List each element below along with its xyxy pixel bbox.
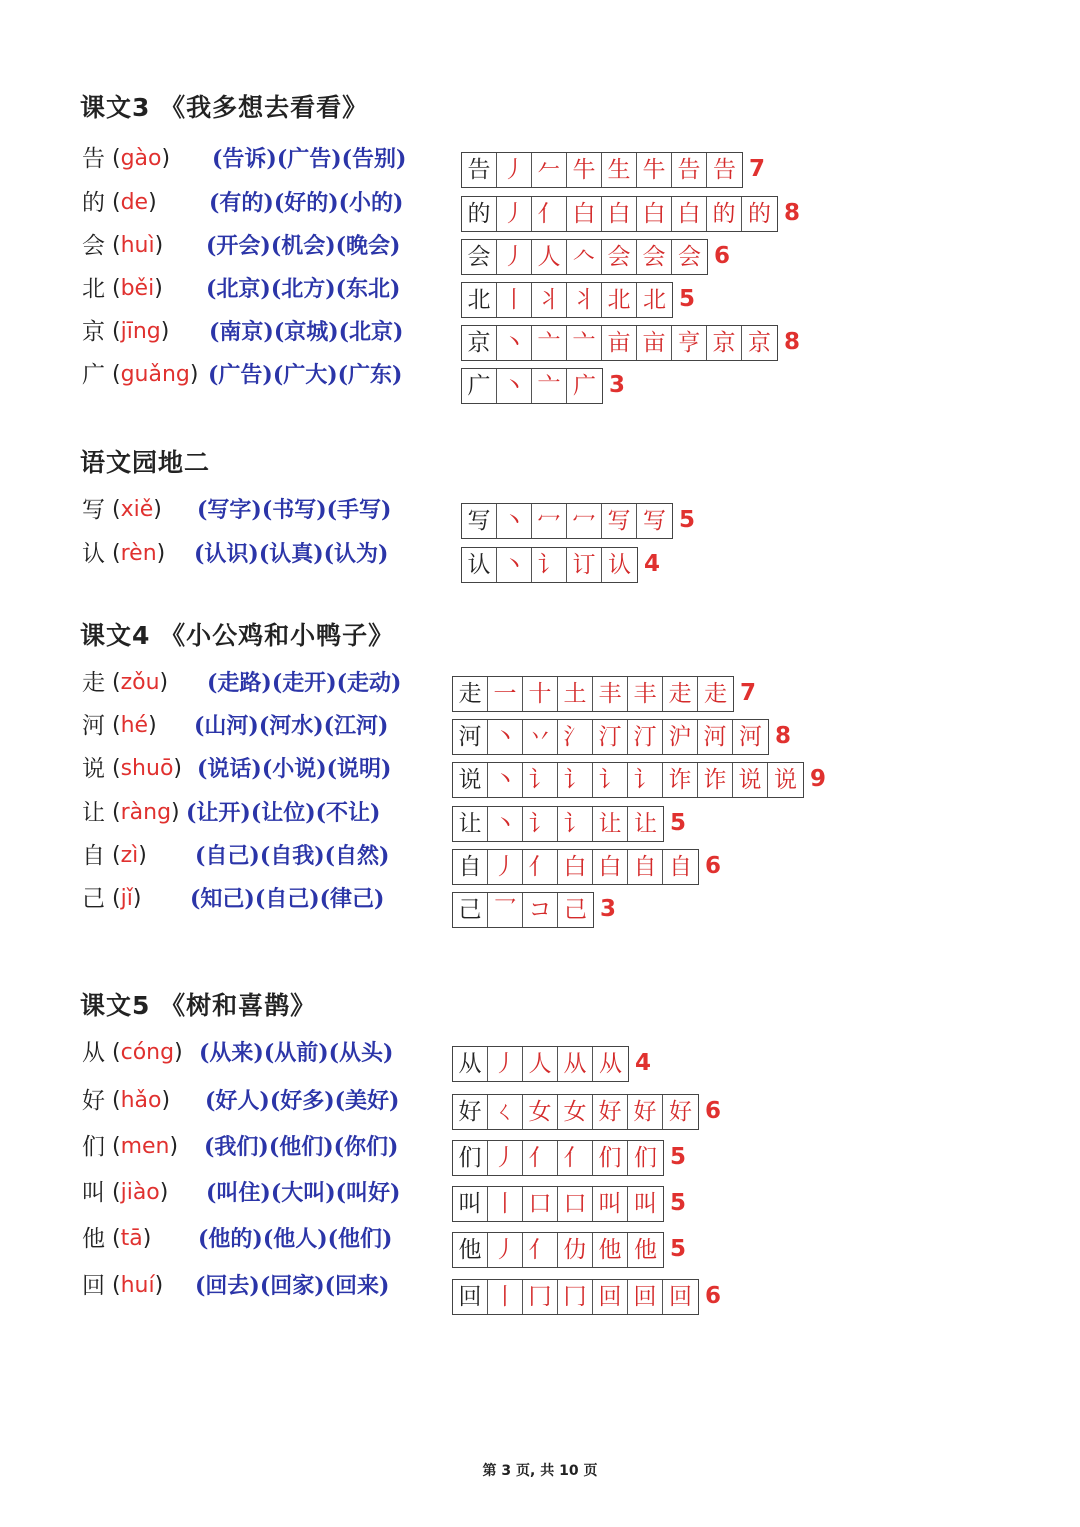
stroke-count: 7: [740, 680, 757, 706]
character: 写: [82, 497, 105, 523]
pinyin: (běi): [112, 276, 163, 301]
stroke-step: 丿: [497, 153, 532, 187]
character: 回: [82, 1273, 105, 1299]
word-examples: (广告)(广大)(广东): [208, 362, 403, 388]
stroke-step: 白: [567, 197, 602, 231]
stroke-grid-head-char: 走: [453, 677, 488, 711]
section-title: 语文园地二: [80, 448, 211, 477]
pinyin: (huì): [112, 233, 164, 258]
stroke-step: 回: [593, 1280, 628, 1314]
stroke-order-grid: [452, 1279, 699, 1315]
stroke-step: 亻: [523, 1233, 558, 1267]
stroke-order-grid: [461, 196, 778, 232]
stroke-step: 十: [523, 677, 558, 711]
character: 己: [82, 886, 105, 912]
stroke-step: 己: [564, 897, 587, 923]
stroke-step: 回: [669, 1284, 692, 1310]
word-examples: (认识)(认真)(认为): [194, 541, 389, 567]
stroke-step: 广: [573, 373, 596, 399]
stroke-step: 亠: [532, 369, 567, 403]
stroke-order-grid: [461, 239, 708, 275]
stroke-step: 亩: [637, 326, 672, 360]
pinyin: (xiě): [112, 497, 162, 522]
stroke-count: 4: [644, 551, 661, 577]
stroke-step: 白: [602, 197, 637, 231]
stroke-step: 写: [602, 504, 637, 538]
word-examples: (写字)(书写)(手写): [197, 497, 392, 523]
word-examples: (好人)(好多)(美好): [205, 1088, 400, 1114]
character: 叫: [82, 1180, 105, 1206]
stroke-step: 牛: [637, 153, 672, 187]
stroke-grid-head-char: 京: [462, 326, 497, 360]
stroke-step: 亠: [532, 326, 567, 360]
stroke-step: 亠: [567, 326, 602, 360]
stroke-step: 自: [669, 854, 692, 880]
stroke-step: 白: [558, 850, 593, 884]
character: 告: [82, 146, 105, 172]
stroke-step: 亻: [558, 1141, 593, 1175]
stroke-count: 9: [810, 766, 827, 792]
stroke-count: 5: [679, 507, 696, 533]
stroke-step: 汀: [628, 720, 663, 754]
stroke-step: 土: [558, 677, 593, 711]
word-examples: (开会)(机会)(晚会): [206, 233, 401, 259]
stroke-order-grid: [461, 368, 603, 404]
stroke-step: 回: [628, 1280, 663, 1314]
stroke-step: 丶: [497, 369, 532, 403]
pinyin: (guǎng): [112, 362, 199, 387]
pinyin: (ràng): [112, 800, 180, 825]
stroke-grid-head-char: 从: [453, 1047, 488, 1081]
stroke-order-grid: [452, 762, 804, 798]
stroke-order-grid: [461, 547, 638, 583]
stroke-count: 7: [749, 156, 766, 182]
stroke-grid-head-char: 告: [462, 153, 497, 187]
stroke-step: 会: [602, 240, 637, 274]
stroke-count: 8: [784, 329, 801, 355]
stroke-step: 丨: [497, 283, 532, 317]
stroke-step: 河: [739, 724, 762, 750]
stroke-count: 5: [670, 810, 687, 836]
stroke-grid-head-char: 他: [453, 1233, 488, 1267]
stroke-step: 的: [707, 197, 742, 231]
character: 会: [82, 233, 105, 259]
section-title: 课文4 《小公鸡和小鸭子》: [80, 621, 395, 650]
character: 认: [82, 541, 105, 567]
stroke-step: 氵: [558, 720, 593, 754]
pinyin: (gào): [112, 146, 171, 171]
stroke-step: 生: [602, 153, 637, 187]
stroke-count: 3: [600, 896, 617, 922]
stroke-step: 冖: [532, 504, 567, 538]
character: 河: [82, 713, 105, 739]
stroke-step: 京: [748, 330, 771, 356]
stroke-count: 6: [705, 1098, 722, 1124]
stroke-step: 丿: [488, 1047, 523, 1081]
pinyin: (hǎo): [112, 1088, 171, 1113]
stroke-step: 白: [672, 197, 707, 231]
word-examples: (自己)(自我)(自然): [195, 843, 390, 869]
character: 从: [82, 1040, 105, 1066]
stroke-step: 𠆢: [567, 240, 602, 274]
stroke-step: 一: [488, 677, 523, 711]
character: 自: [82, 843, 105, 869]
stroke-step: 会: [637, 240, 672, 274]
stroke-step: 他: [593, 1233, 628, 1267]
stroke-step: 丰: [628, 677, 663, 711]
pinyin: (de): [112, 190, 157, 215]
stroke-count: 5: [679, 286, 696, 312]
stroke-grid-head-char: 叫: [453, 1187, 488, 1221]
pinyin: (jiào): [112, 1180, 169, 1205]
pinyin: (hé): [112, 713, 157, 738]
word-examples: (南京)(京城)(北京): [209, 319, 404, 345]
stroke-step: 冂: [558, 1280, 593, 1314]
stroke-order-grid: [452, 1046, 629, 1082]
stroke-grid-head-char: 己: [453, 893, 488, 927]
stroke-step: 人: [523, 1047, 558, 1081]
stroke-step: コ: [523, 893, 558, 927]
word-examples: (北京)(北方)(东北): [206, 276, 401, 302]
character: 让: [82, 800, 105, 826]
stroke-step: 丨: [488, 1280, 523, 1314]
stroke-step: 写: [643, 508, 666, 534]
pinyin: (zì): [112, 843, 147, 868]
stroke-grid-head-char: 说: [453, 763, 488, 797]
stroke-step: 讠: [558, 807, 593, 841]
stroke-step: 北: [602, 283, 637, 317]
word-examples: (说话)(小说)(说明): [197, 756, 392, 782]
word-examples: (有的)(好的)(小的): [209, 190, 404, 216]
stroke-step: 丬: [532, 283, 567, 317]
word-examples: (告诉)(广告)(告别): [212, 146, 407, 172]
stroke-step: 汀: [593, 720, 628, 754]
stroke-grid-head-char: 回: [453, 1280, 488, 1314]
stroke-step: 丿: [488, 850, 523, 884]
stroke-grid-head-char: 的: [462, 197, 497, 231]
stroke-order-grid: [461, 503, 673, 539]
stroke-count: 8: [784, 200, 801, 226]
stroke-count: 5: [670, 1190, 687, 1216]
stroke-step: 认: [608, 552, 631, 578]
stroke-grid-head-char: 让: [453, 807, 488, 841]
stroke-step: 丶: [488, 807, 523, 841]
word-examples: (山河)(河水)(江河): [194, 713, 389, 739]
stroke-step: 丶: [497, 326, 532, 360]
stroke-grid-head-char: 好: [453, 1095, 488, 1129]
stroke-count: 5: [670, 1144, 687, 1170]
stroke-step: 们: [593, 1141, 628, 1175]
stroke-step: 丿: [497, 197, 532, 231]
character: 北: [82, 276, 105, 302]
stroke-step: 𠂉: [532, 153, 567, 187]
stroke-grid-head-char: 们: [453, 1141, 488, 1175]
stroke-step: 好: [628, 1095, 663, 1129]
stroke-step: 丶: [497, 504, 532, 538]
stroke-step: 牛: [567, 153, 602, 187]
stroke-order-grid: [452, 1232, 664, 1268]
stroke-step: 仂: [558, 1233, 593, 1267]
stroke-step: 河: [698, 720, 733, 754]
stroke-grid-head-char: 河: [453, 720, 488, 754]
character: 好: [82, 1088, 105, 1114]
stroke-step: 诈: [698, 763, 733, 797]
stroke-order-grid: [461, 325, 778, 361]
stroke-order-grid: [452, 676, 734, 712]
word-examples: (我们)(他们)(你们): [204, 1134, 399, 1160]
stroke-step: 乛: [488, 893, 523, 927]
stroke-step: 让: [634, 811, 657, 837]
stroke-order-grid: [452, 719, 769, 755]
stroke-step: 丰: [593, 677, 628, 711]
character: 的: [82, 190, 105, 216]
stroke-step: 京: [707, 326, 742, 360]
stroke-step: 丷: [523, 720, 558, 754]
stroke-order-grid: [452, 1140, 664, 1176]
word-examples: (从来)(从前)(从头): [199, 1040, 394, 1066]
stroke-step: 订: [567, 548, 602, 582]
stroke-count: 3: [609, 372, 626, 398]
word-examples: (走路)(走开)(走动): [207, 670, 402, 696]
stroke-order-grid: [452, 806, 664, 842]
stroke-step: 女: [558, 1095, 593, 1129]
stroke-step: 北: [643, 287, 666, 313]
stroke-step: 丨: [488, 1187, 523, 1221]
stroke-step: 走: [704, 681, 727, 707]
character: 他: [82, 1226, 105, 1252]
pinyin: (jīng): [112, 319, 170, 344]
stroke-step: 讠: [532, 548, 567, 582]
stroke-order-grid: [452, 849, 699, 885]
stroke-step: 的: [748, 201, 771, 227]
character: 们: [82, 1134, 105, 1160]
stroke-step: 从: [558, 1047, 593, 1081]
stroke-step: 说: [733, 763, 768, 797]
stroke-step: 丶: [488, 720, 523, 754]
stroke-grid-head-char: 广: [462, 369, 497, 403]
stroke-count: 4: [635, 1050, 652, 1076]
pinyin: (tā): [112, 1226, 152, 1251]
stroke-step: 丿: [488, 1141, 523, 1175]
pinyin: (zǒu): [112, 670, 169, 695]
pinyin: (huí): [112, 1273, 164, 1298]
stroke-step: 告: [713, 157, 736, 183]
stroke-step: 走: [663, 677, 698, 711]
stroke-step: 白: [593, 850, 628, 884]
stroke-step: ㄑ: [488, 1095, 523, 1129]
stroke-step: 丬: [567, 283, 602, 317]
stroke-step: 从: [599, 1051, 622, 1077]
stroke-step: 讠: [558, 763, 593, 797]
stroke-order-grid: [452, 892, 594, 928]
stroke-count: 6: [714, 243, 731, 269]
stroke-step: 叫: [634, 1191, 657, 1217]
stroke-step: 讠: [628, 763, 663, 797]
stroke-count: 8: [775, 723, 792, 749]
stroke-step: 让: [593, 807, 628, 841]
stroke-step: 他: [634, 1237, 657, 1263]
stroke-step: 叫: [593, 1187, 628, 1221]
stroke-count: 5: [670, 1236, 687, 1262]
character: 京: [82, 319, 105, 345]
stroke-step: 们: [634, 1145, 657, 1171]
character: 走: [82, 670, 105, 696]
stroke-step: 告: [672, 153, 707, 187]
section-title: 课文3 《我多想去看看》: [80, 93, 369, 122]
stroke-step: 亨: [672, 326, 707, 360]
stroke-step: 诈: [663, 763, 698, 797]
section-title: 课文5 《树和喜鹊》: [80, 991, 317, 1020]
stroke-step: 女: [523, 1095, 558, 1129]
stroke-step: 讠: [523, 807, 558, 841]
stroke-step: 会: [678, 244, 701, 270]
stroke-order-grid: [452, 1186, 664, 1222]
stroke-step: 好: [669, 1099, 692, 1125]
character: 说: [82, 756, 105, 782]
stroke-step: 讠: [523, 763, 558, 797]
stroke-grid-head-char: 认: [462, 548, 497, 582]
stroke-grid-head-char: 北: [462, 283, 497, 317]
stroke-step: 冖: [567, 504, 602, 538]
stroke-step: 讠: [593, 763, 628, 797]
stroke-step: 口: [558, 1187, 593, 1221]
stroke-step: 丶: [488, 763, 523, 797]
stroke-grid-head-char: 写: [462, 504, 497, 538]
stroke-step: 亻: [532, 197, 567, 231]
stroke-step: 人: [532, 240, 567, 274]
stroke-step: 白: [637, 197, 672, 231]
stroke-grid-head-char: 自: [453, 850, 488, 884]
stroke-order-grid: [461, 152, 743, 188]
stroke-step: 亩: [602, 326, 637, 360]
stroke-step: 说: [774, 767, 797, 793]
stroke-step: 丿: [497, 240, 532, 274]
pinyin: (rèn): [112, 541, 166, 566]
word-examples: (让开)(让位)(不让): [186, 800, 381, 826]
stroke-step: 冂: [523, 1280, 558, 1314]
pinyin: (cóng): [112, 1040, 183, 1065]
pinyin: (jǐ): [112, 886, 142, 911]
stroke-grid-head-char: 会: [462, 240, 497, 274]
stroke-order-grid: [452, 1094, 699, 1130]
stroke-step: 亻: [523, 850, 558, 884]
stroke-step: 口: [523, 1187, 558, 1221]
word-examples: (回去)(回家)(回来): [195, 1273, 390, 1299]
stroke-step: 丶: [497, 548, 532, 582]
word-examples: (他的)(他人)(他们): [198, 1226, 393, 1252]
stroke-step: 丿: [488, 1233, 523, 1267]
stroke-count: 6: [705, 853, 722, 879]
stroke-step: 好: [593, 1095, 628, 1129]
word-examples: (知己)(自己)(律己): [190, 886, 385, 912]
stroke-step: 自: [628, 850, 663, 884]
pinyin: (men): [112, 1134, 179, 1159]
stroke-step: 沪: [663, 720, 698, 754]
stroke-step: 亻: [523, 1141, 558, 1175]
word-examples: (叫住)(大叫)(叫好): [206, 1180, 401, 1206]
character: 广: [82, 362, 105, 388]
page-footer: 第 3 页, 共 10 页: [482, 1463, 598, 1479]
stroke-order-grid: [461, 282, 673, 318]
stroke-count: 6: [705, 1283, 722, 1309]
pinyin: (shuō): [112, 756, 182, 781]
